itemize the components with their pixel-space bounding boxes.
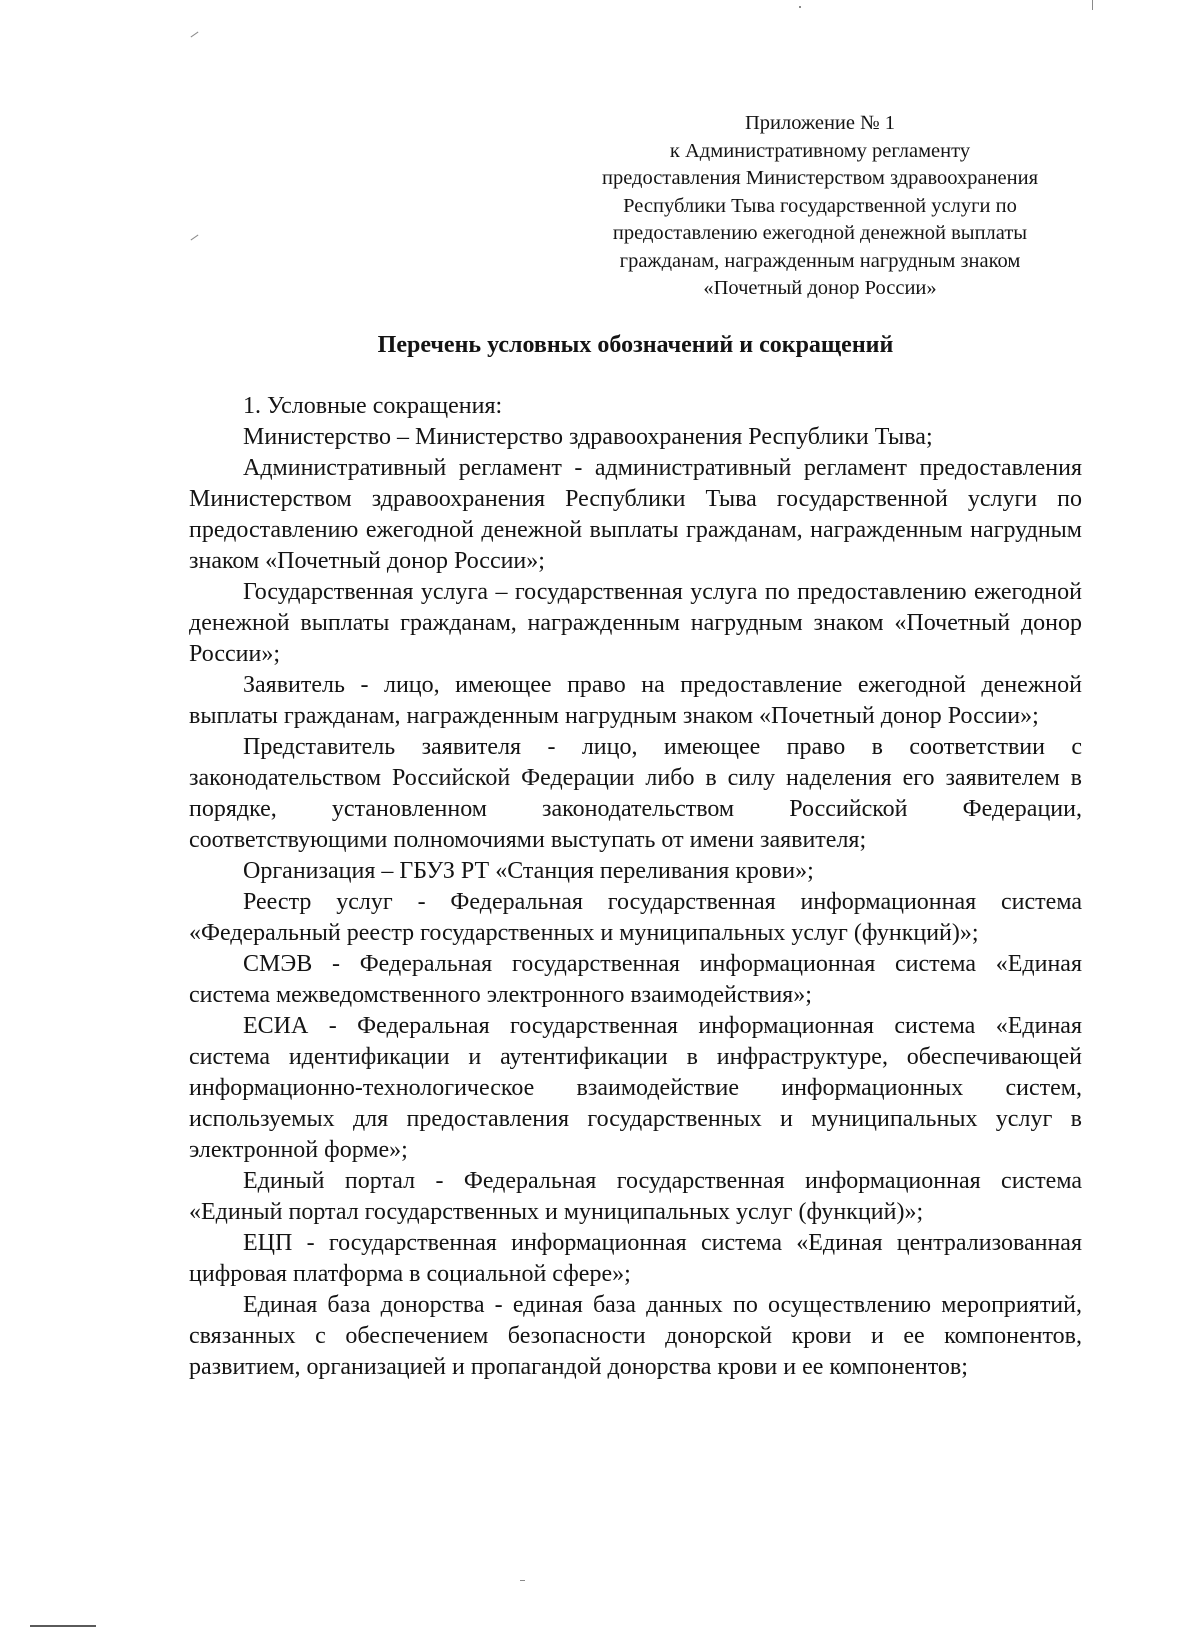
- abbreviation-paragraph: Административный регламент - административный регламент предоставления Министерством здравоохранения Республики Тыва государственной услуги по предоставлению ежегодной денежной выплаты гражданам, награжденным нагрудным знаком «Почетный донор России»;: [189, 455, 1082, 574]
- abbreviation-paragraph: Министерство – Министерство здравоохранения Республики Тыва;: [243, 424, 933, 450]
- appendix-header: [560, 110, 1080, 303]
- abbreviation-paragraph: Представитель заявителя - лицо, имеющее право в соответствии с законодательством Российской Федерации либо в силу наделения его заявителем в порядке, установленном законодательством Российской Федерации, соответствующими полномочиями выступать от имени заявителя;: [189, 734, 1082, 853]
- abbreviation-paragraph: Реестр услуг - Федеральная государственная информационная система «Федеральный реестр государственных и муниципальных услуг (функций)»;: [189, 889, 1082, 946]
- abbreviations-list: [189, 391, 1082, 1383]
- abbreviation-paragraph: Единая база донорства - единая база данных по осуществлению мероприятий, связанных с обеспечением безопасности донорской крови и ее компонентов, развитием, организацией и пропагандой донорства крови и ее компонентов;: [189, 1292, 1082, 1380]
- abbreviation-paragraph: Заявитель - лицо, имеющее право на предоставление ежегодной денежной выплаты гражданам, награжденным нагрудным знаком «Почетный донор России»;: [189, 672, 1082, 729]
- appendix-line: «Почетный донор России»: [703, 277, 937, 299]
- abbreviation-paragraph: Организация – ГБУЗ РТ «Станция переливания крови»;: [243, 858, 814, 884]
- document-title: Перечень условных обозначений и сокращений: [377, 332, 894, 358]
- appendix-line: предоставлению ежегодной денежной выплаты: [612, 222, 1028, 244]
- appendix-line: Республики Тыва государственной услуги по: [623, 194, 1017, 217]
- scan-mark: [520, 1580, 525, 1581]
- scan-mark: [191, 235, 199, 241]
- section-heading: 1. Условные сокращения:: [243, 393, 503, 419]
- appendix-line: гражданам, награжденным нагрудным знаком: [619, 249, 1021, 272]
- abbreviation-paragraph: ЕЦП - государственная информационная система «Единая централизованная цифровая платформа в социальной сфере»;: [189, 1230, 1082, 1287]
- abbreviation-paragraph: Единый портал - Федеральная государственная информационная система «Единый портал государственных и муниципальных услуг (функций)»;: [189, 1168, 1082, 1225]
- abbreviation-paragraph: ЕСИА - Федеральная государственная информационная система «Единая система идентификации и аутентификации в инфраструктуре, обеспечивающей информационно-технологическое взаимодействие информационных систем, используемых для предоставления государственных и муниципальных услуг в электронной форме»;: [189, 1013, 1082, 1163]
- abbreviation-paragraph: Государственная услуга – государственная услуга по предоставлению ежегодной денежной выплаты гражданам, награжденным нагрудным знаком «Почетный донор России»;: [189, 579, 1082, 667]
- appendix-line: к Административному регламенту: [669, 139, 971, 162]
- appendix-line: предоставления Министерством здравоохранения: [601, 167, 1039, 189]
- scan-mark: [1092, 0, 1093, 10]
- scan-mark: [799, 6, 801, 8]
- appendix-line: Приложение № 1: [744, 112, 896, 134]
- abbreviation-paragraph: СМЭВ - Федеральная государственная информационная система «Единая система межведомственного электронного взаимодействия»;: [189, 951, 1082, 1008]
- scan-mark: [191, 32, 199, 38]
- footer-rule: [30, 1625, 96, 1627]
